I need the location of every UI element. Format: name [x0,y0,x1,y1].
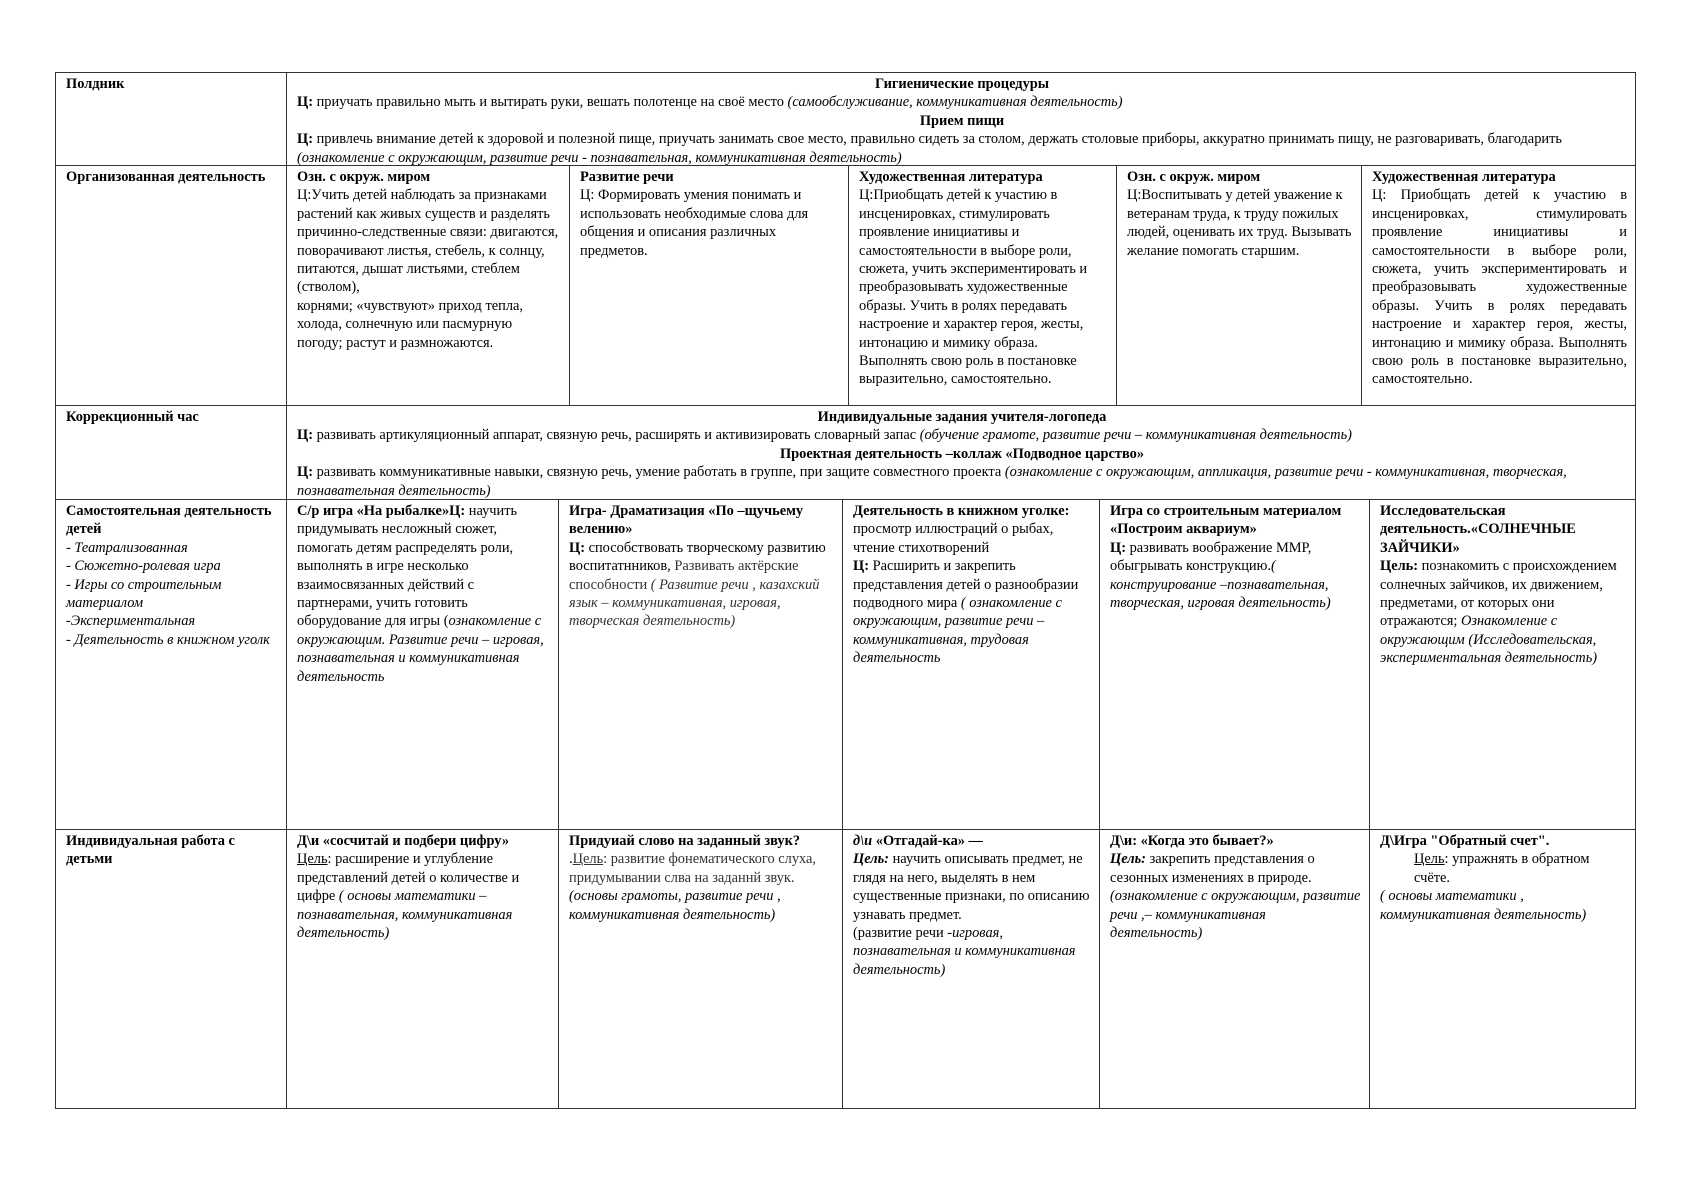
row-correction [55,406,1636,500]
correction-content [286,406,1635,499]
row-independent [55,500,1636,830]
meal-goal: Ц: привлечь внимание детей к здоровой и полезной пище, приучать занимать свое место, правильно сидеть за столом, держать столовые приборы, аккуратно принимать пищу, не разговаривать, благодарить (ознакомление с окружающим, развитие речи - познавательная, коммуникативная деятельность) [297,131,1562,166]
activity-cell: Деятельность в книжном уголке: просмотр иллюстраций о рыбах, чтение стихотворений Ц: Расширить и закрепить представления детей о разнообразии подводного мира ( ознакомление с окружающим, развитие речи – коммуникативная, трудовая деятельность [842,500,1099,829]
activity-cell: Исследовательская деятельность.«СОЛНЕЧНЫЕ ЗАЙЧИКИ» Цель: познакомить с происхождением солнечных зайчиков, их движением, предметами, от которых они отражаются; Ознакомление с окружающим (Исследовательская, экспериментальная деятельность) [1369,500,1635,829]
activity-cell: Художественная литература Ц:Приобщать детей к участию в инсценировках, стимулировать проявление инициативы и самостоятельности в выборе роли, сюжета, учить экспериментировать и преобразовывать художественные образы. Учить в ролях передавать настроение и характер героя, жесты, интонацию и мимику образа. Выполнять свою роль в постановке выразительно, самостоятельно. [848,166,1116,405]
activity-cell: Д\Игра "Обратный счет". Цель: упражнять в обратном счёте. ( основы математики , коммуникативная деятельность) [1369,830,1635,1108]
activity-cell: Озн. с окруж. миром Ц:Учить детей наблюдать за признаками растений как живых существ и разделять причинно-следственные связи: двигаются, поворачивают листья, стебель, к солнцу, питаются, дышат листьями, стеблем (стволом), корнями; «чувствуют» приход тепла, холода, солнечную или пасмурную погоду; растут и размножаются. [286,166,569,405]
task-goal: Ц: развивать артикуляционный аппарат, связную речь, расширять и активизировать словарный запас (обучение грамоте, развитие речи – коммуникативная деятельность) [297,427,1352,444]
activity-cell: д\и «Отгадай-ка» — Цель: научить описывать предмет, не глядя на него, выделять в нем существенные признаки, по описанию узнавать предмет. (развитие речи -игровая, познавательная и коммуникативная деятельность) [842,830,1099,1108]
row-label: Коррекционный час [66,409,199,425]
task-title: Индивидуальные задания учителя-логопеда [817,409,1107,425]
row-label: Организованная деятельность [66,169,266,185]
activity-cell: Озн. с окруж. миром Ц:Воспитывать у детей уважение к ветеранам труда, к труду пожилых людей, оценивать их труд. Вызывать желание помогать старшим. [1116,166,1361,405]
row-label: Индивидуальная работа с детьми [66,833,235,868]
activity-cell: Игра- Драматизация «По –щучьему велению» Ц: способствовать творческому развитию воспитатнников, Развивать актёрские способности ( Развитие речи , казахский язык – коммуникативная, игровая, творческая деятельность) [558,500,842,829]
hygiene-title: Гигиенические процедуры [874,76,1050,92]
row-label: Полдник [66,76,125,92]
activity-cell: Д\и: «Когда это бывает?» Цель: закрепить представления о сезонных изменениях в природе. (ознакомление с окружающим, развитие речи ,– коммуникативная деятельность) [1099,830,1369,1108]
row-snack [55,72,1636,166]
row-individual [55,830,1636,1109]
activity-cell: Д\и «сосчитай и подбери цифру» Цель: расширение и углубление представлений детей о количестве и цифре ( основы математики – познавательная, коммуникативная деятельность) [286,830,558,1108]
activity-cell: С/р игра «На рыбалке»Ц: научить придумывать несложный сюжет, помогать детям распределять роли, выполнять в игре несколько взаимосвязанных действий с партнерами, учить готовить оборудование для игры (ознакомление с окружающим. Развитие речи – игровая, познавательная и коммуникативная деятельность [286,500,558,829]
hygiene-goal: Ц: приучать правильно мыть и вытирать руки, вешать полотенце на своё место (самообслуживание, коммуникативная деятельность) [297,94,1123,111]
activity-cell: Развитие речи Ц: Формировать умения понимать и использовать необходимые слова для общения и описания различных предметов. [569,166,848,405]
row-label: Самостоятельная деятельность детей - Театрализованная - Сюжетно-ролевая игра - Игры со строительным материалом -Экспериментальная - Деятельность в книжном уголк [66,503,272,648]
row-organized [55,166,1636,406]
activity-cell: Художественная литература Ц: Приобщать детей к участию в инсценировках, стимулировать проявление инициативы и самостоятельности в выборе роли, сюжета, учить экспериментировать и преобразовывать художественные образы. Учить в ролях передавать настроение и характер героя, жесты, интонацию и мимику образа. Выполнять свою роль в постановке выразительно, самостоятельно. [1361,166,1635,405]
snack-content [286,73,1635,165]
project-goal: Ц: развивать коммуникативные навыки, связную речь, умение работать в группе, при защите совместного проекта (ознакомление с окружающим, аппликация, развитие речи - коммуникативная, творческая, познавательная деятельность) [297,464,1567,499]
project-title: Проектная деятельность –коллаж «Подводное царство» [779,445,1145,462]
meal-title: Прием пищи [919,112,1005,129]
activity-cell: Игра со строительным материалом «Построим аквариум» Ц: развивать воображение ММР, обыгрывать конструкцию.( конструирование –познавательная, творческая, игровая деятельность) [1099,500,1369,829]
activity-cell: Придуиай слово на заданный звук? .Цель: развитие фонематического слуха, придумывании слва на заданнй звук. (основы грамоты, развитие речи , коммуникативная деятельность) [558,830,842,1108]
plan-table [55,72,1636,1109]
